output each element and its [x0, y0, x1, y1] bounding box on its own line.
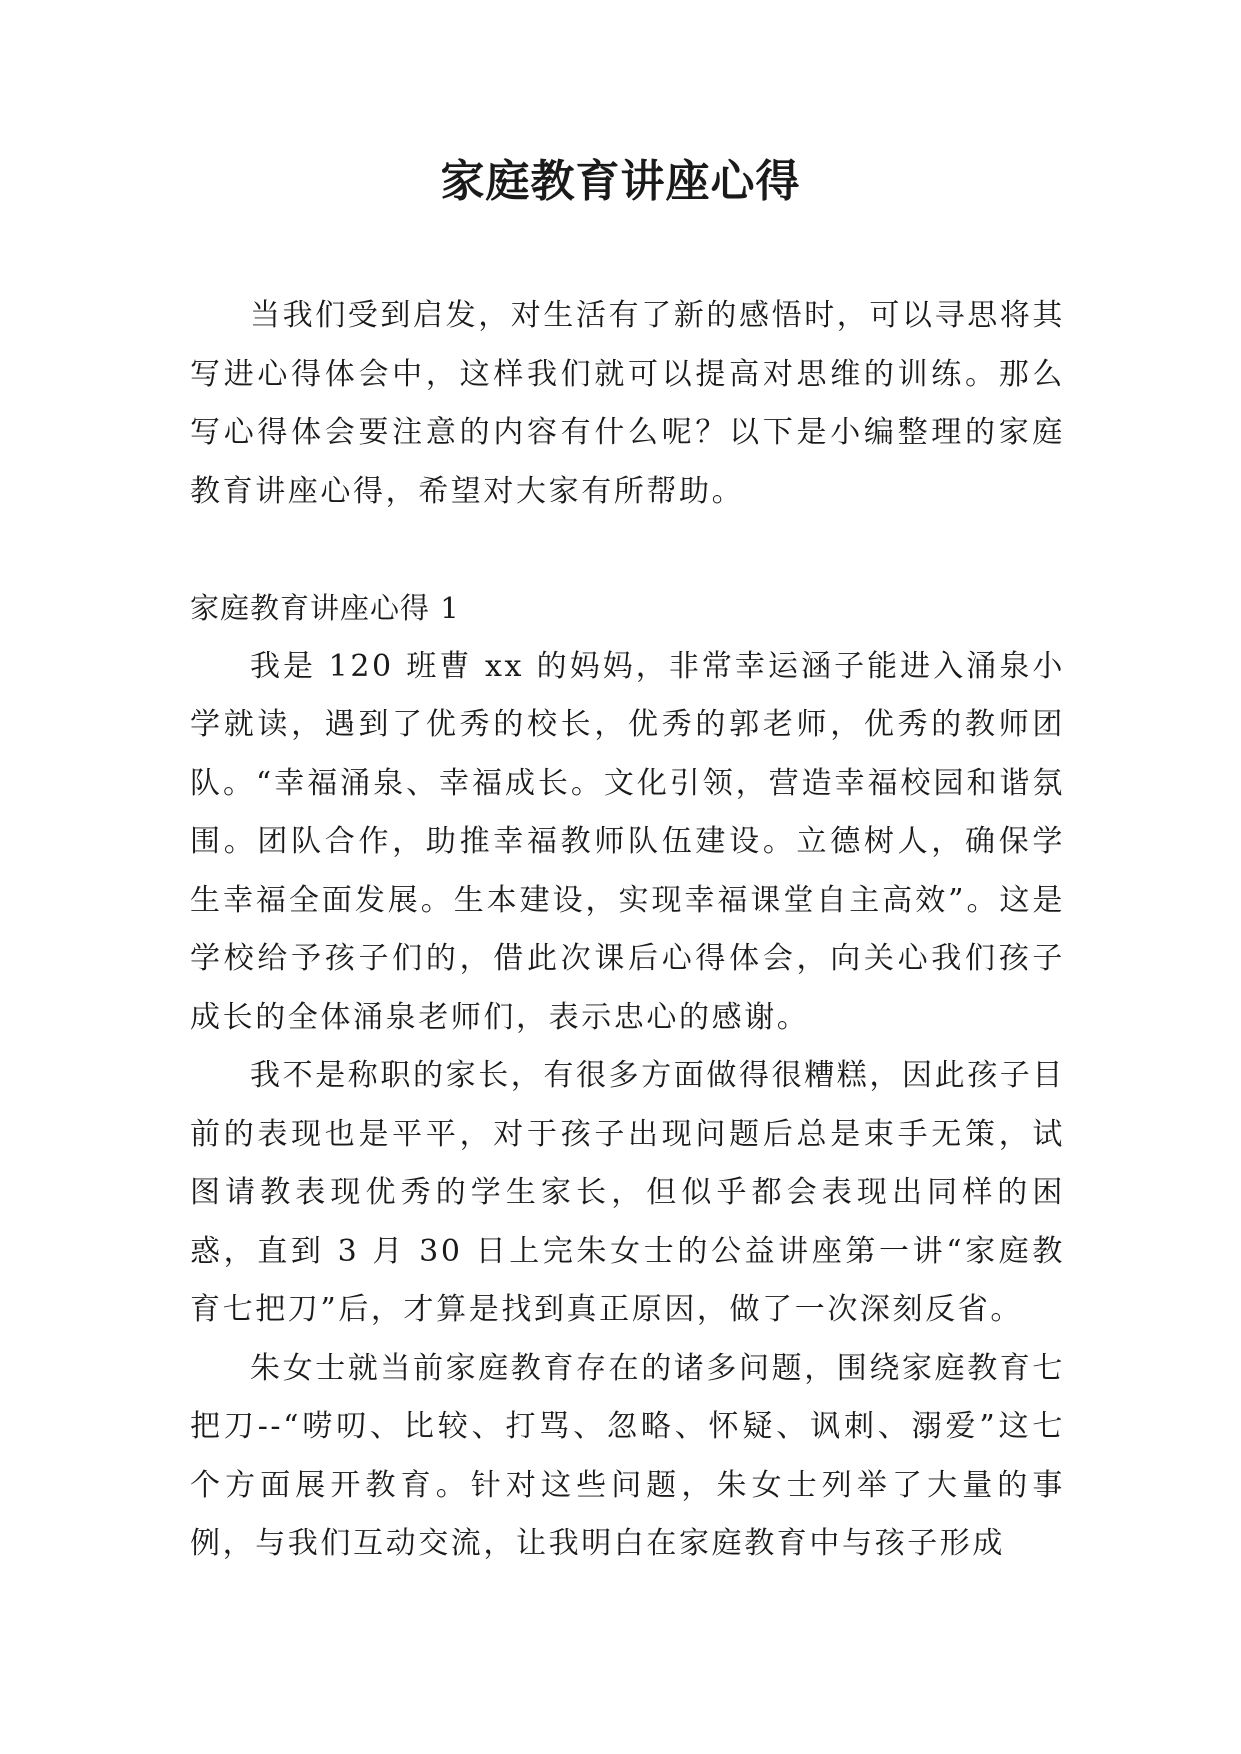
document-title: 家庭教育讲座心得 — [440, 156, 801, 207]
section-heading: 家庭教育讲座心得 1 — [190, 591, 460, 625]
paragraph-spacer — [190, 521, 1065, 579]
intro-paragraph: 当我们受到启发，对生活有了新的感悟时，可以寻思将其写进心得体会中，这样我们就可以提高对思维的训练。那么写心得体会要注意的内容有什么呢？以下是小编整理的家庭教育讲座心得，希望对大家有所帮助。 — [190, 298, 1065, 509]
body-paragraph-1: 我是 120 班曹 xx 的妈妈，非常幸运涵子能进入涌泉小学就读，遇到了优秀的校长，优秀的郭老师，优秀的教师团队。“幸福涌泉、幸福成长。文化引领，营造幸福校园和谐氛围。团队合作，助推幸福教师队伍建设。立德树人，确保学生幸福全面发展。生本建设，实现幸福课堂自主高效”。这是学校给予孩子们的，借此次课后心得体会，向关心我们孩子成长的全体涌泉老师们，表示忠心的感谢。 — [190, 648, 1065, 1035]
body-paragraph-2: 我不是称职的家长，有很多方面做得很糟糕，因此孩子目前的表现也是平平，对于孩子出现问题后总是束手无策，试图请教表现优秀的学生家长，但似乎都会表现出同样的困惑，直到 3 月 30 日上完朱女士的公益讲座第一讲“家庭教育七把刀”后，才算是找到真正原因，做了一次深刻反省。 — [190, 1058, 1065, 1327]
body-paragraph-3: 朱女士就当前家庭教育存在的诸多问题，围绕家庭教育七把刀--“唠叨、比较、打骂、忽略、怀疑、讽刺、溺爱”这七个方面展开教育。针对这些问题，朱女士列举了大量的事例，与我们互动交流，让我明白在家庭教育中与孩子形成 — [190, 1350, 1065, 1561]
document-body — [190, 287, 1065, 1574]
